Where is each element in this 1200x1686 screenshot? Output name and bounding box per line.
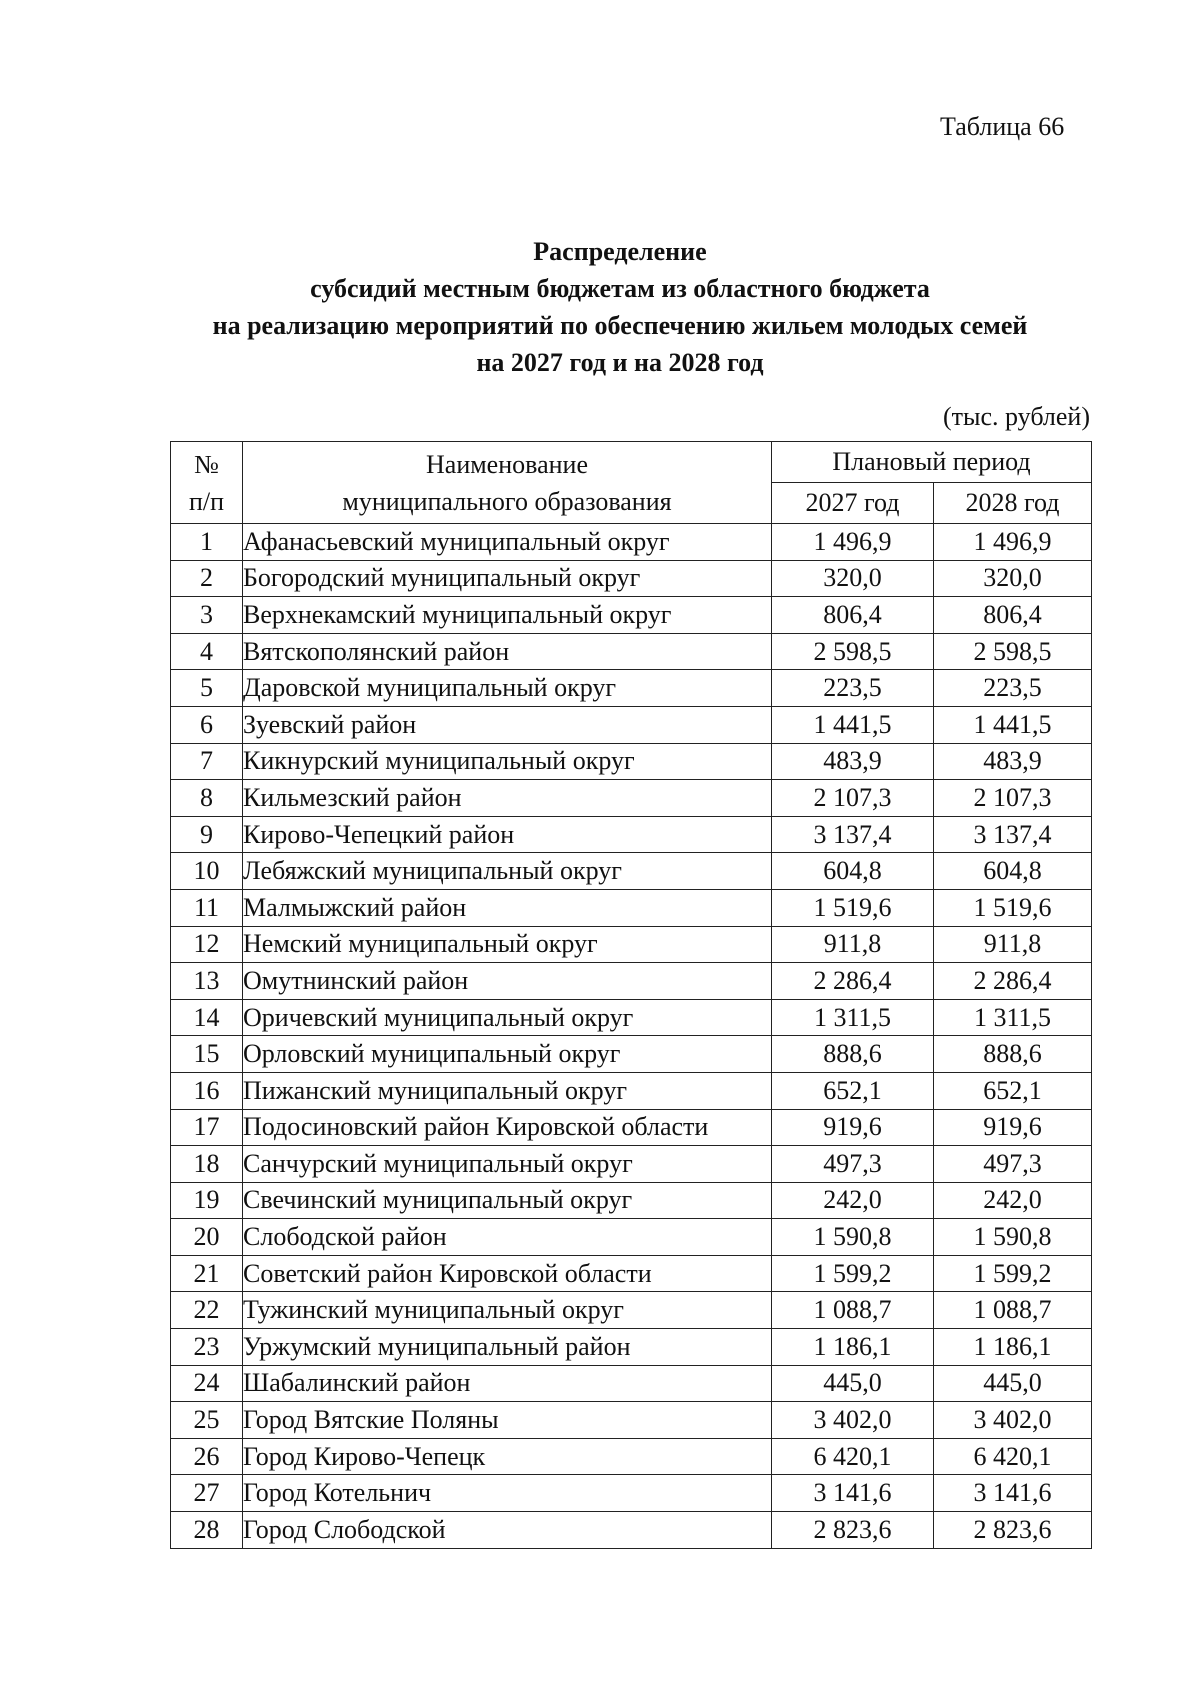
- value-2027: 1 590,8: [772, 1219, 934, 1256]
- municipality-name: Афанасьевский муниципальный округ: [243, 524, 772, 561]
- row-number: 7: [171, 743, 243, 780]
- table-row: [171, 1036, 1092, 1073]
- value-2028: 888,6: [934, 1036, 1092, 1073]
- row-number: 4: [171, 633, 243, 670]
- table-number-label: Таблица 66: [940, 112, 1065, 141]
- value-2028: 1 186,1: [934, 1329, 1092, 1366]
- row-number: 13: [171, 963, 243, 1000]
- value-2028: 1 599,2: [934, 1255, 1092, 1292]
- value-2028: 2 286,4: [934, 963, 1092, 1000]
- municipality-name: Малмыжский район: [243, 889, 772, 926]
- value-2027: 652,1: [772, 1072, 934, 1109]
- table-row: [171, 1219, 1092, 1256]
- value-2028: 2 823,6: [934, 1512, 1092, 1549]
- value-2028: 1 441,5: [934, 706, 1092, 743]
- row-number: 24: [171, 1365, 243, 1402]
- title-line-3: на реализацию мероприятий по обеспечению жильем молодых семей: [212, 311, 1028, 340]
- value-2028: 242,0: [934, 1182, 1092, 1219]
- municipality-name: Подосиновский район Кировской области: [243, 1109, 772, 1146]
- value-2027: 497,3: [772, 1146, 934, 1183]
- row-number: 28: [171, 1512, 243, 1549]
- row-number: 2: [171, 560, 243, 597]
- row-number: 14: [171, 999, 243, 1036]
- table-row: [171, 1365, 1092, 1402]
- subsidy-table: [170, 441, 1092, 1549]
- value-2027: 1 519,6: [772, 889, 934, 926]
- title-line-1: Распределение: [533, 237, 707, 266]
- title-line-2: субсидий местным бюджетам из областного бюджета: [310, 274, 930, 303]
- municipality-name: Город Кирово-Чепецк: [243, 1438, 772, 1475]
- value-2027: 604,8: [772, 853, 934, 890]
- value-2027: 2 823,6: [772, 1512, 934, 1549]
- table-row: [171, 816, 1092, 853]
- table-row: [171, 999, 1092, 1036]
- value-2027: 888,6: [772, 1036, 934, 1073]
- table-row: [171, 706, 1092, 743]
- value-2027: 2 286,4: [772, 963, 934, 1000]
- value-2027: 1 311,5: [772, 999, 934, 1036]
- value-2027: 1 088,7: [772, 1292, 934, 1329]
- value-2028: 3 137,4: [934, 816, 1092, 853]
- municipality-name: Лебяжский муниципальный округ: [243, 853, 772, 890]
- table-row: [171, 926, 1092, 963]
- value-2027: 1 599,2: [772, 1255, 934, 1292]
- value-2027: 6 420,1: [772, 1438, 934, 1475]
- value-2028: 320,0: [934, 560, 1092, 597]
- municipality-name: Санчурский муниципальный округ: [243, 1146, 772, 1183]
- value-2027: 806,4: [772, 597, 934, 634]
- row-number: 26: [171, 1438, 243, 1475]
- municipality-name: Верхнекамский муниципальный округ: [243, 597, 772, 634]
- row-number: 21: [171, 1255, 243, 1292]
- municipality-name: Советский район Кировской области: [243, 1255, 772, 1292]
- value-2028: 1 496,9: [934, 524, 1092, 561]
- table-row: [171, 1292, 1092, 1329]
- value-2027: 223,5: [772, 670, 934, 707]
- header-number-line2: п/п: [188, 486, 225, 516]
- table-row: [171, 597, 1092, 634]
- document-title: [140, 233, 1100, 381]
- table-row: [171, 1512, 1092, 1549]
- row-number: 10: [171, 853, 243, 890]
- municipality-name: Кирово-Чепецкий район: [243, 816, 772, 853]
- value-2027: 3 402,0: [772, 1402, 934, 1439]
- value-2027: 1 441,5: [772, 706, 934, 743]
- table-row: [171, 1402, 1092, 1439]
- value-2028: 445,0: [934, 1365, 1092, 1402]
- table-row: [171, 743, 1092, 780]
- value-2027: 445,0: [772, 1365, 934, 1402]
- table-row: [171, 853, 1092, 890]
- value-2027: 1 496,9: [772, 524, 934, 561]
- municipality-name: Город Вятские Поляны: [243, 1402, 772, 1439]
- row-number: 12: [171, 926, 243, 963]
- municipality-name: Зуевский район: [243, 706, 772, 743]
- value-2027: 3 137,4: [772, 816, 934, 853]
- row-number: 5: [171, 670, 243, 707]
- municipality-name: Богородский муниципальный округ: [243, 560, 772, 597]
- value-2028: 2 107,3: [934, 780, 1092, 817]
- table-row: [171, 1475, 1092, 1512]
- municipality-name: Уржумский муниципальный район: [243, 1329, 772, 1366]
- value-2027: 1 186,1: [772, 1329, 934, 1366]
- municipality-name: Даровской муниципальный округ: [243, 670, 772, 707]
- row-number: 20: [171, 1219, 243, 1256]
- row-number: 1: [171, 524, 243, 561]
- header-name-line2: муниципального образования: [342, 486, 672, 516]
- header-year-2028: 2028 год: [934, 483, 1092, 524]
- value-2028: 652,1: [934, 1072, 1092, 1109]
- value-2027: 242,0: [772, 1182, 934, 1219]
- value-2028: 1 590,8: [934, 1219, 1092, 1256]
- row-number: 16: [171, 1072, 243, 1109]
- header-name: [243, 442, 772, 524]
- row-number: 22: [171, 1292, 243, 1329]
- value-2028: 483,9: [934, 743, 1092, 780]
- table-body: [171, 524, 1092, 1549]
- table-row: [171, 1109, 1092, 1146]
- value-2027: 2 107,3: [772, 780, 934, 817]
- value-2028: 806,4: [934, 597, 1092, 634]
- row-number: 9: [171, 816, 243, 853]
- value-2027: 483,9: [772, 743, 934, 780]
- table-row: [171, 1255, 1092, 1292]
- table-row: [171, 1072, 1092, 1109]
- value-2027: 320,0: [772, 560, 934, 597]
- row-number: 19: [171, 1182, 243, 1219]
- table-row: [171, 780, 1092, 817]
- row-number: 8: [171, 780, 243, 817]
- municipality-name: Город Слободской: [243, 1512, 772, 1549]
- row-number: 17: [171, 1109, 243, 1146]
- value-2027: 911,8: [772, 926, 934, 963]
- table-row: [171, 1182, 1092, 1219]
- municipality-name: Немский муниципальный округ: [243, 926, 772, 963]
- units-note: (тыс. рублей): [942, 402, 1090, 431]
- municipality-name: Город Котельнич: [243, 1475, 772, 1512]
- row-number: 25: [171, 1402, 243, 1439]
- municipality-name: Орловский муниципальный округ: [243, 1036, 772, 1073]
- header-year-2027: 2027 год: [772, 483, 934, 524]
- municipality-name: Пижанский муниципальный округ: [243, 1072, 772, 1109]
- row-number: 23: [171, 1329, 243, 1366]
- table-row: [171, 560, 1092, 597]
- table-row: [171, 1329, 1092, 1366]
- row-number: 27: [171, 1475, 243, 1512]
- table-header: [171, 442, 1092, 524]
- value-2028: 604,8: [934, 853, 1092, 890]
- municipality-name: Оричевский муниципальный округ: [243, 999, 772, 1036]
- municipality-name: Вятскополянский район: [243, 633, 772, 670]
- municipality-name: Слободской район: [243, 1219, 772, 1256]
- table-row: [171, 524, 1092, 561]
- row-number: 3: [171, 597, 243, 634]
- value-2027: 3 141,6: [772, 1475, 934, 1512]
- value-2028: 3 402,0: [934, 1402, 1092, 1439]
- value-2028: 223,5: [934, 670, 1092, 707]
- title-line-4: на 2027 год и на 2028 год: [476, 348, 764, 377]
- value-2028: 1 088,7: [934, 1292, 1092, 1329]
- municipality-name: Шабалинский район: [243, 1365, 772, 1402]
- header-number: [171, 442, 243, 524]
- value-2028: 1 519,6: [934, 889, 1092, 926]
- municipality-name: Кильмезский район: [243, 780, 772, 817]
- value-2028: 1 311,5: [934, 999, 1092, 1036]
- header-number-line1: №: [194, 449, 219, 479]
- municipality-name: Кикнурский муниципальный округ: [243, 743, 772, 780]
- value-2028: 6 420,1: [934, 1438, 1092, 1475]
- row-number: 11: [171, 889, 243, 926]
- municipality-name: Тужинский муниципальный округ: [243, 1292, 772, 1329]
- table-row: [171, 1438, 1092, 1475]
- row-number: 15: [171, 1036, 243, 1073]
- header-name-line1: Наименование: [426, 449, 588, 479]
- table-row: [171, 963, 1092, 1000]
- value-2028: 919,6: [934, 1109, 1092, 1146]
- table-row: [171, 670, 1092, 707]
- header-planned-period: Плановый период: [772, 442, 1092, 483]
- value-2028: 3 141,6: [934, 1475, 1092, 1512]
- value-2027: 2 598,5: [772, 633, 934, 670]
- row-number: 6: [171, 706, 243, 743]
- table-row: [171, 633, 1092, 670]
- value-2028: 911,8: [934, 926, 1092, 963]
- municipality-name: Свечинский муниципальный округ: [243, 1182, 772, 1219]
- value-2027: 919,6: [772, 1109, 934, 1146]
- table-row: [171, 1146, 1092, 1183]
- row-number: 18: [171, 1146, 243, 1183]
- value-2028: 497,3: [934, 1146, 1092, 1183]
- value-2028: 2 598,5: [934, 633, 1092, 670]
- table-row: [171, 889, 1092, 926]
- municipality-name: Омутнинский район: [243, 963, 772, 1000]
